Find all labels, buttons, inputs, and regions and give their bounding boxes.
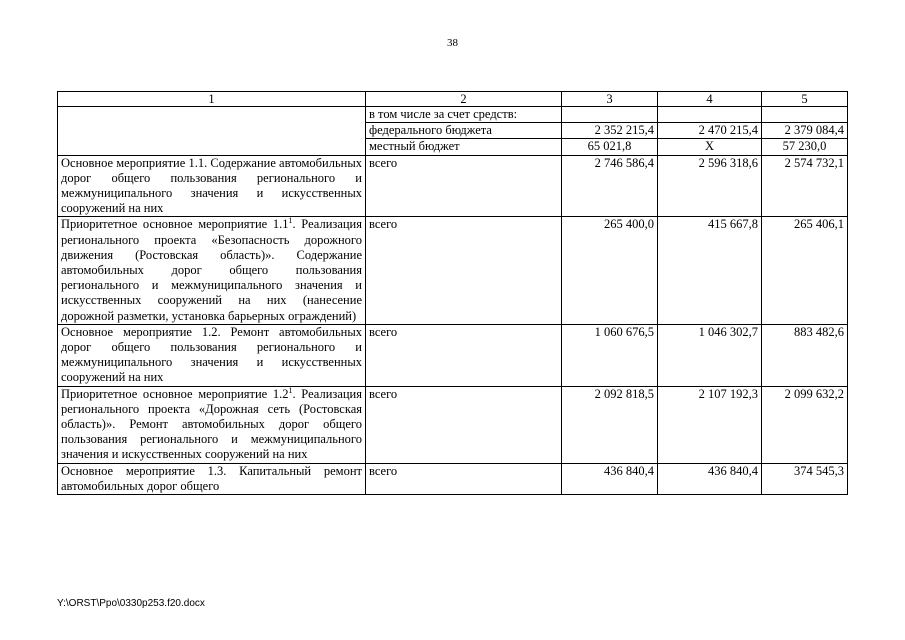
row-description-a: Приоритетное основное мероприятие 1.1 xyxy=(61,217,289,232)
row-type: всего xyxy=(366,463,562,494)
table-row xyxy=(58,463,848,494)
header-col-1: 1 xyxy=(58,92,366,107)
local-value-3: 65 021,8 xyxy=(562,139,658,155)
footnote-marker: 1 xyxy=(288,216,293,226)
row-value-3: 1 060 676,5 xyxy=(562,324,658,386)
row-value-5: 2 574 732,1 xyxy=(762,155,848,217)
federal-value-5: 2 379 084,4 xyxy=(762,123,848,139)
local-value-5: 57 230,0 xyxy=(762,139,848,155)
row-value-5: 374 545,3 xyxy=(762,463,848,494)
local-value-4: Х xyxy=(658,139,762,155)
row-description xyxy=(58,217,366,324)
row-value-3: 2 092 818,5 xyxy=(562,386,658,463)
federal-value-4: 2 470 215,4 xyxy=(658,123,762,139)
row-value-3: 2 746 586,4 xyxy=(562,155,658,217)
row-description: Основное мероприятие 1.1. Содержание автомобильных дорог общего пользования регионального и межмуниципального значения и искусственных сооружений на них xyxy=(58,155,366,217)
table-row xyxy=(58,217,848,324)
row-type: всего xyxy=(366,386,562,463)
header-col-3: 3 xyxy=(562,92,658,107)
row-value-4: 415 667,8 xyxy=(658,217,762,324)
row-type: всего xyxy=(366,155,562,217)
federal-value-3: 2 352 215,4 xyxy=(562,123,658,139)
funding-intro: в том числе за счет средств: xyxy=(366,107,562,123)
header-col-4: 4 xyxy=(658,92,762,107)
row-type: всего xyxy=(366,217,562,324)
row-value-5: 883 482,6 xyxy=(762,324,848,386)
row-description-a: Приоритетное основное мероприятие 1.2 xyxy=(61,386,289,401)
table-row xyxy=(58,324,848,386)
federal-label: федерального бюджета xyxy=(366,123,562,139)
header-col-5: 5 xyxy=(762,92,848,107)
row-description xyxy=(58,463,366,494)
page-number: 38 xyxy=(447,37,458,49)
row-description-b: . Реализация регионального проекта «Дорожная сеть (Ростовская область)». Ремонт автомобильных дорог общего пользования регионального и межмуниципального значения и искусственных сооружений на них xyxy=(61,386,362,462)
row-description-text: Основное мероприятие 1.3. Капитальный ремонт автомобильных дорог общего xyxy=(61,463,362,493)
budget-table xyxy=(57,91,848,495)
row-value-4: 2 596 318,6 xyxy=(658,155,762,217)
row-value-5: 2 099 632,2 xyxy=(762,386,848,463)
header-row xyxy=(58,92,848,107)
row-description-b: . Реализация регионального проекта «Безопасность дорожного движения (Ростовская область)». Содержание автомобильных дорог общего пользования регионального и межмуниципального значения и искусственных сооружений на них (нанесение дорожной разметки, установка барьерных ограждений) xyxy=(61,217,362,323)
row-value-4: 436 840,4 xyxy=(658,463,762,494)
empty-cell xyxy=(58,107,366,156)
row-value-4: 1 046 302,7 xyxy=(658,324,762,386)
row-description xyxy=(58,386,366,463)
row-value-4: 2 107 192,3 xyxy=(658,386,762,463)
row-value-3: 436 840,4 xyxy=(562,463,658,494)
table-row xyxy=(58,386,848,463)
funding-intro-row xyxy=(58,107,848,123)
table-row xyxy=(58,155,848,217)
local-label: местный бюджет xyxy=(366,139,562,155)
file-path-footer: Y:\ORST\Ppo\0330p253.f20.docx xyxy=(57,598,205,609)
row-description: Основное мероприятие 1.2. Ремонт автомобильных дорог общего пользования регионального и межмуниципального значения и искусственных сооружений на них xyxy=(58,324,366,386)
header-col-2: 2 xyxy=(366,92,562,107)
row-type: всего xyxy=(366,324,562,386)
row-value-5: 265 406,1 xyxy=(762,217,848,324)
footnote-marker: 1 xyxy=(288,385,293,395)
row-value-3: 265 400,0 xyxy=(562,217,658,324)
